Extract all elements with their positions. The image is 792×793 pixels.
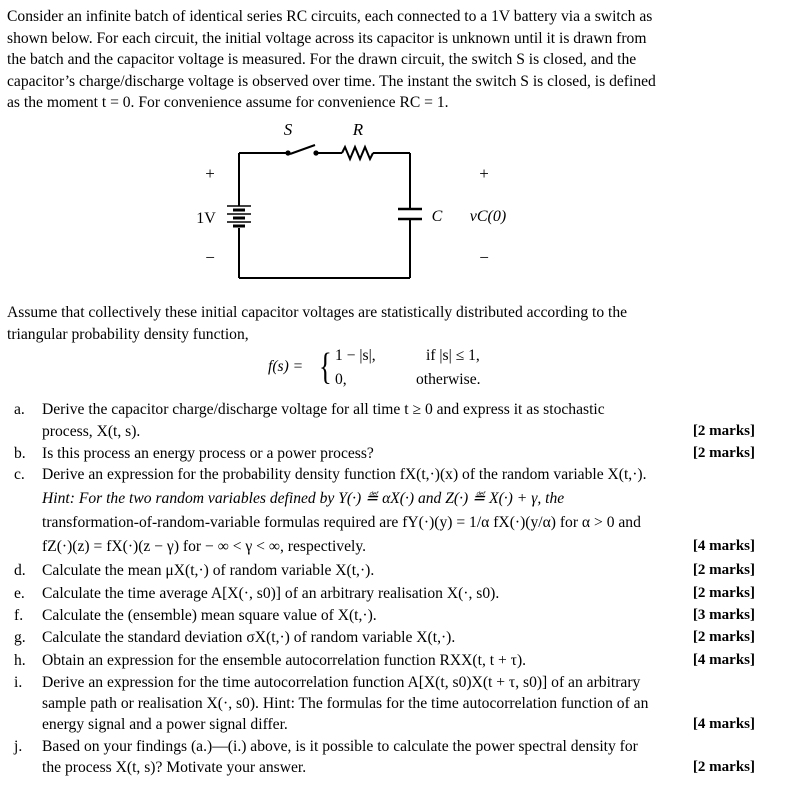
question-text: Obtain an expression for the ensemble autocorrelation function RXX(t, t + τ). [42, 652, 527, 669]
question-marks: [2 marks] [692, 629, 755, 645]
resistor-symbol [342, 147, 373, 159]
capacitor-minus: − [479, 248, 489, 267]
resistor-label: R [352, 120, 364, 139]
question-text: energy signal and a power signal differ. [42, 716, 288, 733]
capacitor-plus: + [479, 164, 489, 183]
question-text: process, X(t, s). [42, 423, 141, 440]
question-text: Calculate the (ensemble) mean square value of X(t,·). [42, 607, 377, 624]
question-text: Based on your findings (a.)—(i.) above, is it possible to calculate the power spectral density for [42, 738, 638, 755]
question-letter: g. [14, 629, 26, 646]
question-letter: f. [14, 607, 24, 624]
voltage-label: vC(0) [469, 208, 507, 225]
question-marks: [4 marks] [692, 538, 755, 554]
pdf-brace: { [319, 346, 332, 388]
question-marks: [3 marks] [692, 607, 755, 623]
intro-line-2: shown below. For each circuit, the initial voltage across its capacitor is unknown until it is drawn from [7, 29, 647, 47]
circuit-diagram [0, 113, 792, 303]
question-marks: [2 marks] [692, 423, 755, 439]
capacitor-label: C [431, 208, 443, 225]
intro-line-5: as the moment t = 0. For convenience assume for convenience RC = 1. [7, 94, 449, 112]
question-marks: [4 marks] [692, 652, 755, 668]
question-text: transformation-of-random-variable formulas required are fY(·)(y) = 1/α fX(·)(y/α) for α > 0 and [42, 514, 641, 531]
question-letter: d. [14, 562, 26, 579]
question-text: Derive the capacitor charge/discharge voltage for all time t ≥ 0 and express it as stochastic [42, 401, 605, 418]
question-text: Is this process an energy process or a power process? [42, 445, 374, 462]
assume-line-2: triangular probability density function, [7, 325, 249, 343]
battery-minus: − [205, 248, 215, 267]
intro-line-4: capacitor’s charge/discharge voltage is observed over time. The instant the switch S is closed, is defined [7, 72, 656, 90]
question-text: Derive an expression for the time autocorrelation function A[X(t, s0)X(t + τ, s0)] of an arbitrary [42, 674, 641, 691]
pdf-case2-cond: otherwise. [416, 371, 481, 388]
pdf-equation [0, 345, 792, 393]
question-text: Calculate the time average A[X(·, s0)] of an arbitrary realisation X(·, s0). [42, 585, 500, 602]
question-letter: b. [14, 445, 26, 462]
switch-contact-right [313, 150, 318, 155]
question-text: fZ(·)(z) = fX(·)(z − γ) for − ∞ < γ < ∞, respectively. [42, 538, 367, 555]
switch-contact-left [285, 150, 290, 155]
question-text: Calculate the mean μX(t,·) of random variable X(t,·). [42, 562, 375, 579]
question-marks: [4 marks] [692, 716, 755, 732]
pdf-case2-expr: 0, [335, 371, 347, 388]
pdf-lhs: f(s) = [268, 358, 304, 375]
intro-line-3: the batch and the capacitor voltage is measured. For the drawn circuit, the switch S is closed, and the [7, 51, 637, 69]
battery-label: 1V [196, 210, 216, 227]
question-text: the process X(t, s)? Motivate your answer. [42, 759, 307, 776]
question-marks: [2 marks] [692, 445, 755, 461]
assume-line-1: Assume that collectively these initial capacitor voltages are statistically distributed according to the [7, 304, 628, 321]
assume-paragraph [7, 302, 759, 345]
battery-plus: + [205, 164, 215, 183]
question-marks: [2 marks] [692, 585, 755, 601]
question-marks: [2 marks] [692, 759, 755, 775]
question-marks: [2 marks] [692, 562, 755, 578]
intro-paragraph [7, 6, 759, 114]
question-text: Hint: For the two random variables defined by Y(·) ≝ αX(·) and Z(·) ≝ X(·) + γ, the [42, 490, 565, 507]
pdf-case1-cond: if |s| ≤ 1, [426, 347, 480, 364]
question-text: Calculate the standard deviation σX(t,·) of random variable X(t,·). [42, 629, 456, 646]
question-letter: j. [14, 738, 23, 755]
pdf-case1-expr: 1 − |s|, [335, 347, 376, 364]
question-letter: e. [14, 585, 25, 602]
question-letter: h. [14, 652, 26, 669]
question-text: sample path or realisation X(·, s0). Hint: The formulas for the time autocorrelation function of an [42, 695, 649, 712]
question-letter: a. [14, 401, 25, 418]
battery-symbol [227, 206, 251, 226]
intro-line-1: Consider an infinite batch of identical series RC circuits, each connected to a 1V battery via a switch as [7, 8, 653, 25]
switch-label: S [283, 120, 293, 139]
question-letter: c. [14, 466, 25, 483]
question-text: Derive an expression for the probability density function fX(t,·)(x) of the random variable X(t,·). [42, 466, 647, 483]
question-letter: i. [14, 674, 23, 691]
